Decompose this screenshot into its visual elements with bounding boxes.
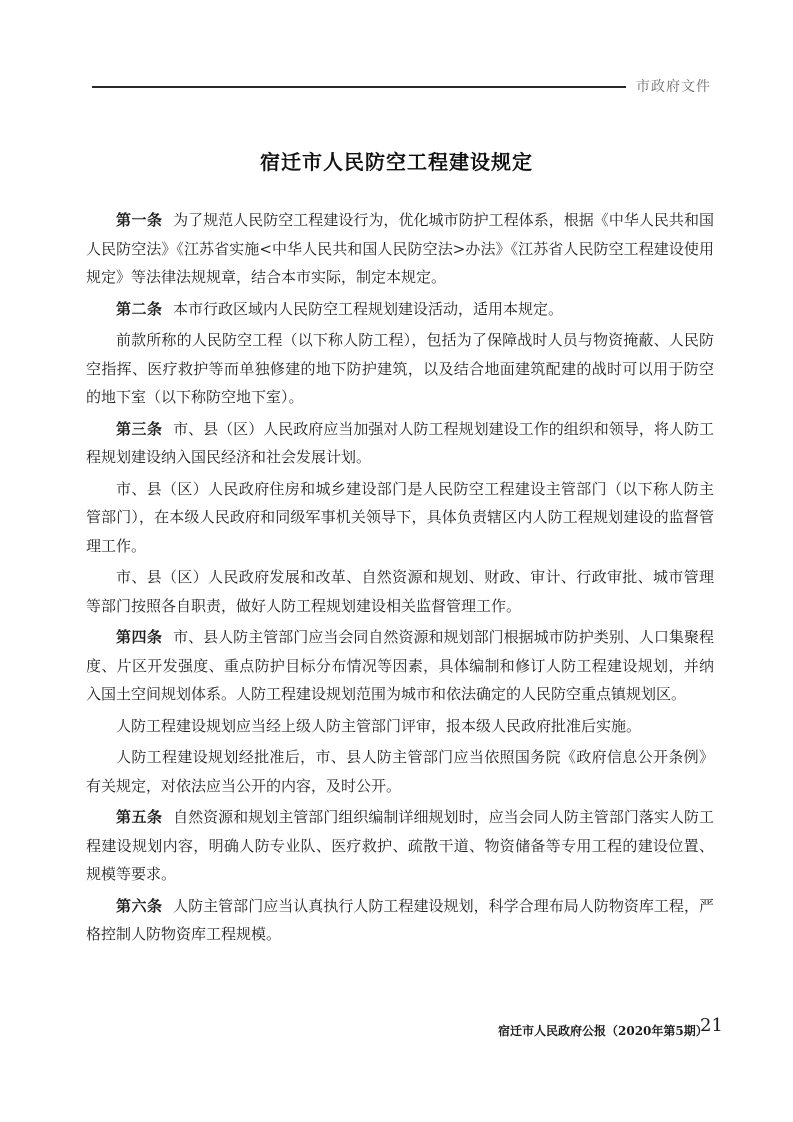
- paragraph-text: 本市行政区域内人民防空工程规划建设活动，适用本规定。: [173, 299, 564, 318]
- page-number: 21: [700, 1015, 723, 1036]
- paragraph-text: 市、县（区）人民政府应当加强对人防工程规划建设工作的组织和领导，将人防工程规划建设纳入国民经济和社会发展计划。: [86, 419, 714, 466]
- paragraph: [86, 326, 714, 412]
- paragraph: [86, 803, 714, 889]
- document-title: 宿迁市人民防空工程建设规定: [260, 150, 533, 174]
- paragraph-text: 人防工程建设规划应当经上级人防主管部门评审，报本级人民政府批准后实施。: [116, 716, 642, 735]
- article-number: 第三条: [116, 419, 163, 438]
- paragraph-text: 前款所称的人民防空工程（以下称人防工程），包括为了保障战时人员与物资掩蔽、人民防空指挥、医疗救护等而单独修建的地下防护建筑，以及结合地面建筑配建的战时可以用于防空的地下室（以下称防空地下室）。: [86, 331, 714, 406]
- paragraph: [86, 415, 714, 472]
- header-rule: [92, 86, 626, 88]
- section-tag: 市政府文件: [636, 79, 711, 95]
- paragraph-text: 人防主管部门应当认真执行人防工程建设规划，科学合理布局人防物资库工程，严格控制人防物资库工程规模。: [86, 896, 714, 943]
- document-body: [86, 206, 714, 952]
- paragraph: [86, 475, 714, 561]
- publication-name: 宿迁市人民政府公报（2020年第5期）: [498, 1024, 708, 1038]
- article-number: 第五条: [116, 808, 163, 826]
- paragraph: [86, 563, 714, 620]
- article-number: 第一条: [116, 211, 163, 229]
- paragraph: [86, 623, 714, 709]
- paragraph: [86, 206, 714, 292]
- paragraph: [86, 712, 714, 741]
- article-number: 第四条: [116, 628, 163, 646]
- paragraph-text: 自然资源和规划主管部门组织编制详细规划时，应当会同人防主管部门落实人防工程建设规划内容，明确人防专业队、医疗救护、疏散干道、物资储备等专用工程的建设位置、规模等要求。: [86, 808, 714, 883]
- paragraph-text: 市、县人防主管部门应当会同自然资源和规划部门根据城市防护类别、人口集聚程度、片区开发强度、重点防护目标分布情况等因素，具体编制和修订人防工程建设规划，并纳入国土空间规划体系。人防工程建设规划范围为城市和依法确定的人民防空重点镇规划区。: [86, 628, 714, 703]
- paragraph: [86, 892, 714, 949]
- article-number: 第二条: [116, 299, 163, 318]
- paragraph-text: 市、县（区）人民政府发展和改革、自然资源和规划、财政、审计、行政审批、城市管理等部门按照各自职责，做好人防工程规划建设相关监督管理工作。: [86, 568, 714, 615]
- article-number: 第六条: [116, 896, 163, 915]
- paragraph-text: 市、县（区）人民政府住房和城乡建设部门是人民防空工程建设主管部门（以下称人防主管部门），在本级人民政府和同级军事机关领导下，具体负责辖区内人防工程规划建设的监督管理工作。: [86, 479, 714, 555]
- paragraph-text: 为了规范人民防空工程建设行为，优化城市防护工程体系，根据《中华人民共和国人民防空法》《江苏省实施<中华人民共和国人民防空法>办法》《江苏省人民防空工程建设使用规定》等法律法规规章，结合本市实际，制定本规定。: [86, 211, 714, 286]
- paragraph-text: 人防工程建设规划经批准后，市、县人防主管部门应当依照国务院《政府信息公开条例》有关规定，对依法应当公开的内容，及时公开。: [86, 748, 714, 795]
- paragraph: [86, 295, 714, 324]
- paragraph: [86, 743, 714, 800]
